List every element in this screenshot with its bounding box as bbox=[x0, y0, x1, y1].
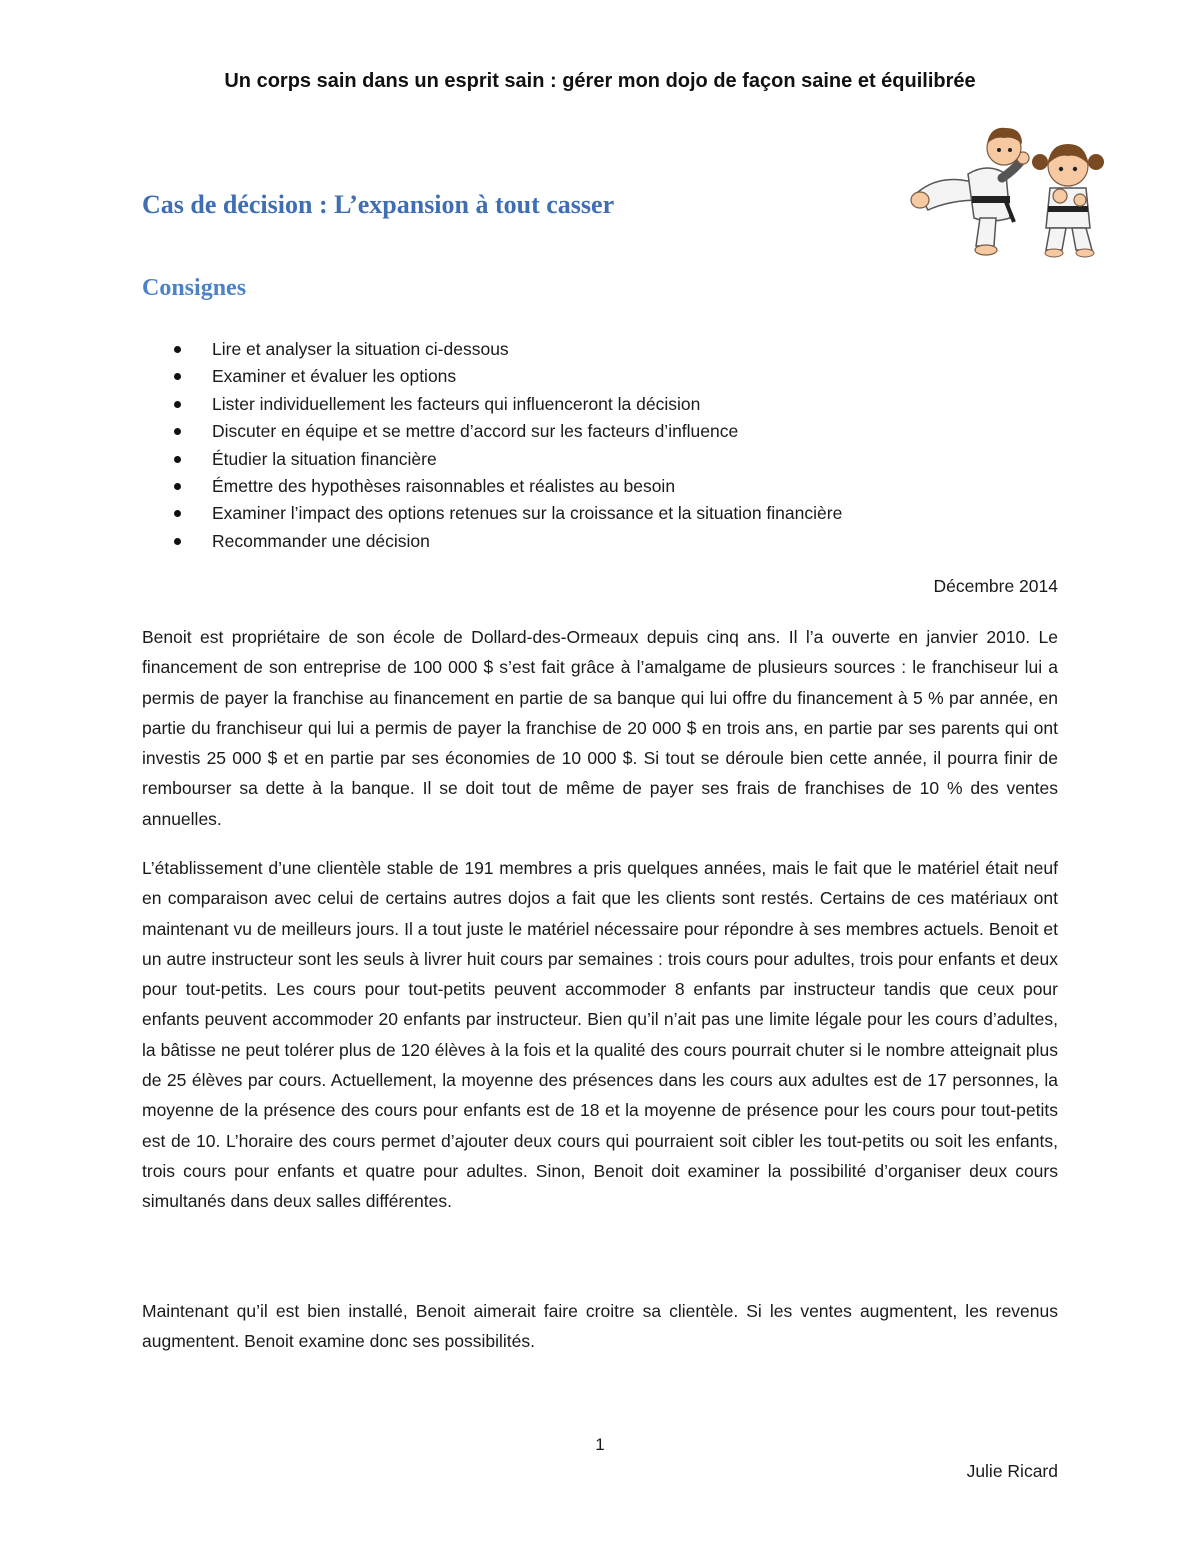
bullet-icon bbox=[174, 510, 181, 517]
karate-kids-illustration bbox=[910, 122, 1105, 262]
list-item-text: Recommander une décision bbox=[212, 530, 430, 551]
list-item bbox=[142, 338, 1072, 365]
paragraph-clientele: L’établissement d’une clientèle stable de 191 membres a pris quelques années, mais le fait que le matériel était neuf en comparaison avec celui de certains autres dojos a fait que les clients sont restés. Certains de ces matériaux ont maintenant vu de meilleurs jours. Il a tout juste le matériel nécessaire pour répondre à ses membres actuels. Benoit et un autre instructeur sont les seuls à livrer huit cours par semaines : trois cours pour adultes, trois pour enfants et deux pour tout-petits. Les cours pour tout-petits peuvent accommoder 8 enfants par instructeur tandis que ceux pour enfants peuvent accommoder 20 enfants par instructeur. Bien qu’il n’ait pas une limite légale pour les cours d’adultes, la bâtisse ne peut tolérer plus de 120 élèves à la fois et la qualité des cours pourrait chuter si le nombre atteignait plus de 25 élèves par cours. Actuellement, la moyenne des présences dans les cours aux adultes est de 17 personnes, la moyenne de la présence des cours pour enfants est de 18 et la moyenne de présence pour les cours pour tout-petits est de 10. L’horaire des cours permet d’ajouter deux cours qui pourraient soit cibler les tout-petits ou soit les enfants, trois cours pour enfants et quatre pour adultes. Sinon, Benoit doit examiner la possibilité d’organiser deux cours simultanés dans deux salles différentes. bbox=[142, 858, 1058, 1212]
list-item-text: Émettre des hypothèses raisonnables et réalistes au besoin bbox=[212, 475, 676, 496]
list-item-text: Examiner l’impact des options retenues sur la croissance et la situation financière bbox=[212, 503, 843, 524]
list-item bbox=[142, 393, 1072, 420]
bullet-icon bbox=[174, 346, 181, 353]
bullet-icon bbox=[174, 456, 181, 463]
bullet-icon bbox=[174, 373, 181, 380]
bullet-icon bbox=[174, 428, 181, 435]
bullet-icon bbox=[174, 483, 181, 490]
list-item-text: Lire et analyser la situation ci-dessous bbox=[212, 339, 509, 359]
list-item bbox=[142, 365, 1072, 392]
consignes-list bbox=[142, 338, 1072, 557]
list-item bbox=[142, 420, 1072, 447]
case-title: Cas de décision : L’expansion à tout casser bbox=[142, 190, 615, 219]
list-item-text: Examiner et évaluer les options bbox=[212, 366, 457, 387]
list-item-text: Lister individuellement les facteurs qui influenceront la décision bbox=[212, 393, 701, 414]
paragraph-growth: Maintenant qu’il est bien installé, Benoit aimerait faire croitre sa clientèle. Si les ventes augmentent, les revenus augmentent. Benoit examine donc ses possibilités. bbox=[142, 1301, 1058, 1352]
list-item bbox=[142, 502, 1072, 529]
list-item bbox=[142, 448, 1072, 475]
kicking-boy-figure bbox=[911, 128, 1029, 255]
paragraph-financing: Benoit est propriétaire de son école de Dollard-des-Ormeaux depuis cinq ans. Il l’a ouverte en janvier 2010. Le financement de son entreprise de 100 000 $ s’est fait grâce à l’amalgame de plusieurs sources : le franchiseur lui a permis de payer la franchise au financement en partie de sa banque qui lui offre du financement à 5 % par année, en partie du franchiseur qui lui a permis de payer la franchise de 20 000 $ en trois ans, en partie par ses parents qui ont investis 25 000 $ et en partie par ses économies de 10 000 $. Si tout se déroule bien cette année, il pourra finir de rembourser sa dette à la banque. Il se doit tout de même de payer ses frais de franchises de 10 % des ventes annuelles. bbox=[142, 627, 1058, 829]
bullet-icon bbox=[174, 401, 181, 408]
document-date: Décembre 2014 bbox=[933, 576, 1058, 596]
list-item-text: Discuter en équipe et se mettre d’accord sur les facteurs d’influence bbox=[212, 421, 739, 442]
karate-girl-figure bbox=[1032, 144, 1104, 257]
list-item-text: Étudier la situation financière bbox=[212, 448, 437, 469]
author-name: Julie Ricard bbox=[966, 1461, 1058, 1481]
consignes-heading: Consignes bbox=[142, 275, 247, 301]
list-item bbox=[142, 530, 1072, 557]
bullet-icon bbox=[174, 538, 181, 545]
list-item bbox=[142, 475, 1072, 502]
page-header: Un corps sain dans un esprit sain : gérer mon dojo de façon saine et équilibrée bbox=[224, 70, 976, 92]
page-number: 1 bbox=[595, 1435, 605, 1454]
